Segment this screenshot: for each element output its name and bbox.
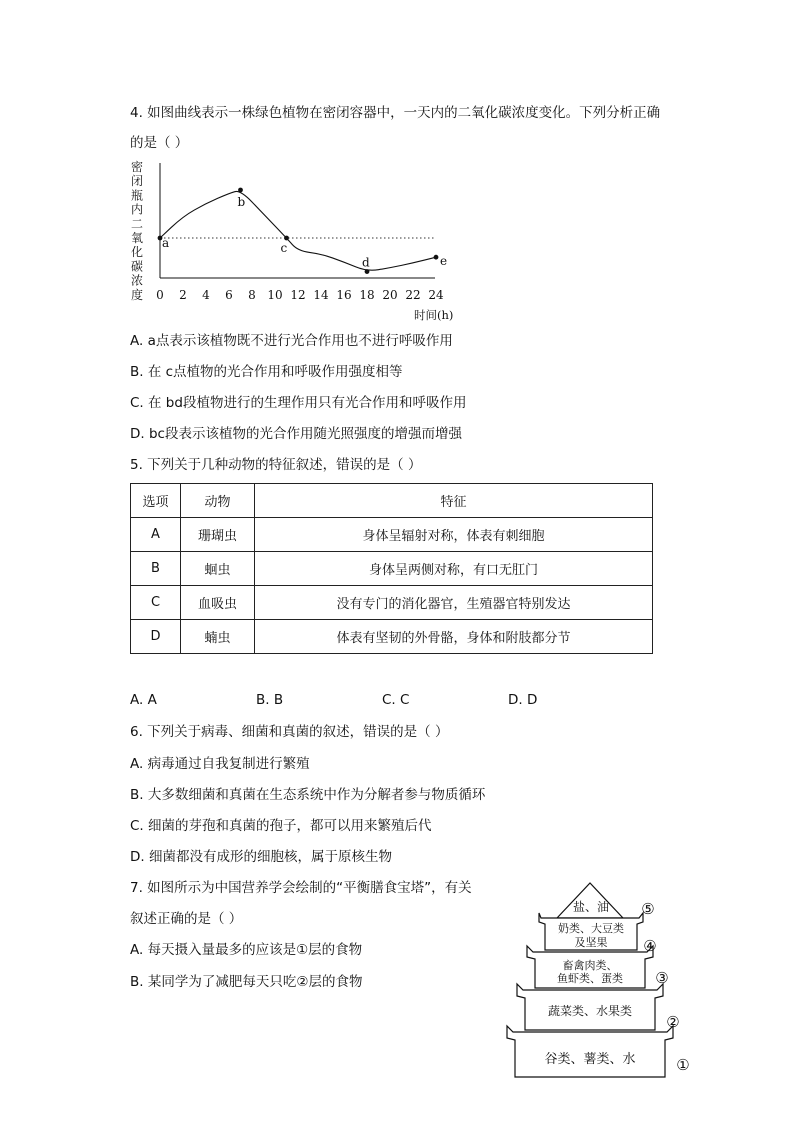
q4-option-c: C. 在 bd段植物进行的生理作用只有光合作用和呼吸作用 (130, 395, 467, 411)
x-tick-label: 22 (405, 288, 421, 302)
cell-feature: 身体呈辐射对称，体表有刺细胞 (255, 518, 653, 552)
x-tick-label: 8 (248, 288, 256, 302)
pagoda-num-4: ④ (643, 937, 657, 955)
cell-animal: 血吸虫 (181, 586, 255, 620)
x-tick-label: 20 (382, 288, 398, 302)
cell-feature: 身体呈两侧对称，有口无肛门 (255, 552, 653, 586)
pagoda-level4-text-line2: 及坚果 (574, 936, 608, 949)
q6-stem: 6. 下列关于病毒、细菌和真菌的叙述，错误的是（ ） (130, 724, 449, 740)
q7-option-a: A. 每天摄入量最多的应该是①层的食物 (130, 942, 363, 958)
x-tick-label: 24 (428, 288, 444, 302)
q6-option-c: C. 细菌的芽孢和真菌的孢子，都可以用来繁殖后代 (130, 818, 432, 834)
q6-option-d: D. 细菌都没有成形的细胞核，属于原核生物 (130, 849, 392, 865)
ylabel-char: 碳 (130, 259, 144, 274)
pagoda-level1-text: 谷类、薯类、水 (544, 1052, 636, 1067)
q6-option-a: A. 病毒通过自我复制进行繁殖 (130, 756, 310, 772)
ylabel-char: 瓶 (130, 188, 144, 203)
q5-option-d: D. D (508, 692, 538, 708)
q5-option-a: A. A (130, 692, 157, 708)
cell-feature: 体表有坚韧的外骨骼，身体和附肢都分节 (255, 620, 653, 654)
pagoda-num-3: ③ (655, 969, 669, 987)
q7-stem-line2: 叙述正确的是（ ） (130, 911, 243, 927)
point-b (238, 188, 243, 193)
x-tick-label: 12 (290, 288, 306, 302)
ylabel-char: 闭 (130, 174, 144, 189)
q4-stem-line2: 的是（ ） (130, 135, 189, 151)
x-tick-label: 14 (313, 288, 329, 302)
x-tick-label: 16 (336, 288, 352, 302)
cell-option: D (131, 620, 181, 654)
point-label-c: c (280, 241, 288, 255)
ylabel-char: 密 (130, 160, 144, 174)
x-tick-label: 4 (202, 288, 210, 302)
q4-option-d: D. bc段表示该植物的光合作用随光照强度的增强而增强 (130, 426, 462, 442)
ylabel-char: 内 (130, 202, 144, 217)
cell-option: C (131, 586, 181, 620)
point-e (434, 255, 439, 260)
co2-line-chart (125, 158, 454, 323)
x-tick-label: 18 (359, 288, 375, 302)
table-row (131, 586, 653, 620)
ylabel-char: 氧 (130, 231, 144, 245)
ylabel-char: 二 (130, 216, 144, 231)
table-header-row (131, 484, 653, 518)
cell-option: B (131, 552, 181, 586)
x-tick-label: 10 (267, 288, 283, 302)
q7-stem-line1: 7. 如图所示为中国营养学会绘制的“平衡膳食宝塔”，有关 (130, 880, 472, 896)
cell-animal: 珊瑚虫 (181, 518, 255, 552)
cell-animal: 蝻虫 (181, 620, 255, 654)
point-label-d: d (362, 255, 370, 270)
cell-option: A (131, 518, 181, 552)
ylabel-char: 化 (130, 245, 144, 260)
pagoda-level4-text-line1: 奶类、大豆类 (558, 922, 624, 935)
pagoda-num-1: ① (676, 1056, 690, 1074)
chart-xlabel: 时间(h) (414, 308, 454, 322)
q5-stem: 5. 下列关于几种动物的特征叙述，错误的是（ ） (130, 457, 422, 473)
point-label-b: b (237, 195, 246, 209)
x-tick-label: 2 (179, 288, 187, 302)
point-c (284, 236, 289, 241)
animal-feature-table (130, 483, 653, 654)
q4-stem-line1: 4. 如图曲线表示一株绿色植物在密闭容器中，一天内的二氧化碳浓度变化。下列分析正确 (130, 105, 661, 121)
ylabel-char: 浓 (130, 273, 144, 288)
table-row (131, 552, 653, 586)
q4-option-a: A. a点表示该植物既不进行光合作用也不进行呼吸作用 (130, 333, 453, 349)
q5-option-b: B. B (256, 692, 284, 708)
chart-ylabel (131, 159, 143, 302)
pagoda-num-5: ⑤ (641, 900, 655, 918)
header-animal: 动物 (181, 484, 255, 518)
q7-option-b: B. 某同学为了减肥每天只吃②层的食物 (130, 974, 363, 990)
pagoda-level3-text-line2: 鱼虾类、蛋类 (557, 972, 623, 985)
x-tick-label: 6 (225, 288, 233, 302)
cell-animal: 蛔虫 (181, 552, 255, 586)
q6-option-b: B. 大多数细菌和真菌在生态系统中作为分解者参与物质循环 (130, 787, 486, 803)
point-label-a: a (162, 236, 170, 250)
point-label-e: e (440, 254, 448, 269)
pagoda-num-2: ② (666, 1013, 680, 1031)
co2-curve (160, 191, 436, 270)
header-option: 选项 (131, 484, 181, 518)
diet-pagoda-diagram (505, 880, 695, 1082)
point-d (365, 269, 370, 274)
header-feature: 特征 (255, 484, 653, 518)
table-row (131, 620, 653, 654)
q4-option-b: B. 在 c点植物的光合作用和呼吸作用强度相等 (130, 364, 403, 380)
pagoda-level3-text-line1: 畜禽肉类、 (562, 959, 618, 972)
cell-feature: 没有专门的消化器官，生殖器官特别发达 (255, 586, 653, 620)
table-row (131, 518, 653, 552)
ylabel-char: 度 (130, 287, 144, 302)
pagoda-level2-text: 蔬菜类、水果类 (547, 1004, 633, 1018)
pagoda-level5-text: 盐、油 (572, 900, 610, 914)
x-tick-label: 0 (156, 288, 164, 302)
q5-option-c: C. C (382, 692, 410, 708)
